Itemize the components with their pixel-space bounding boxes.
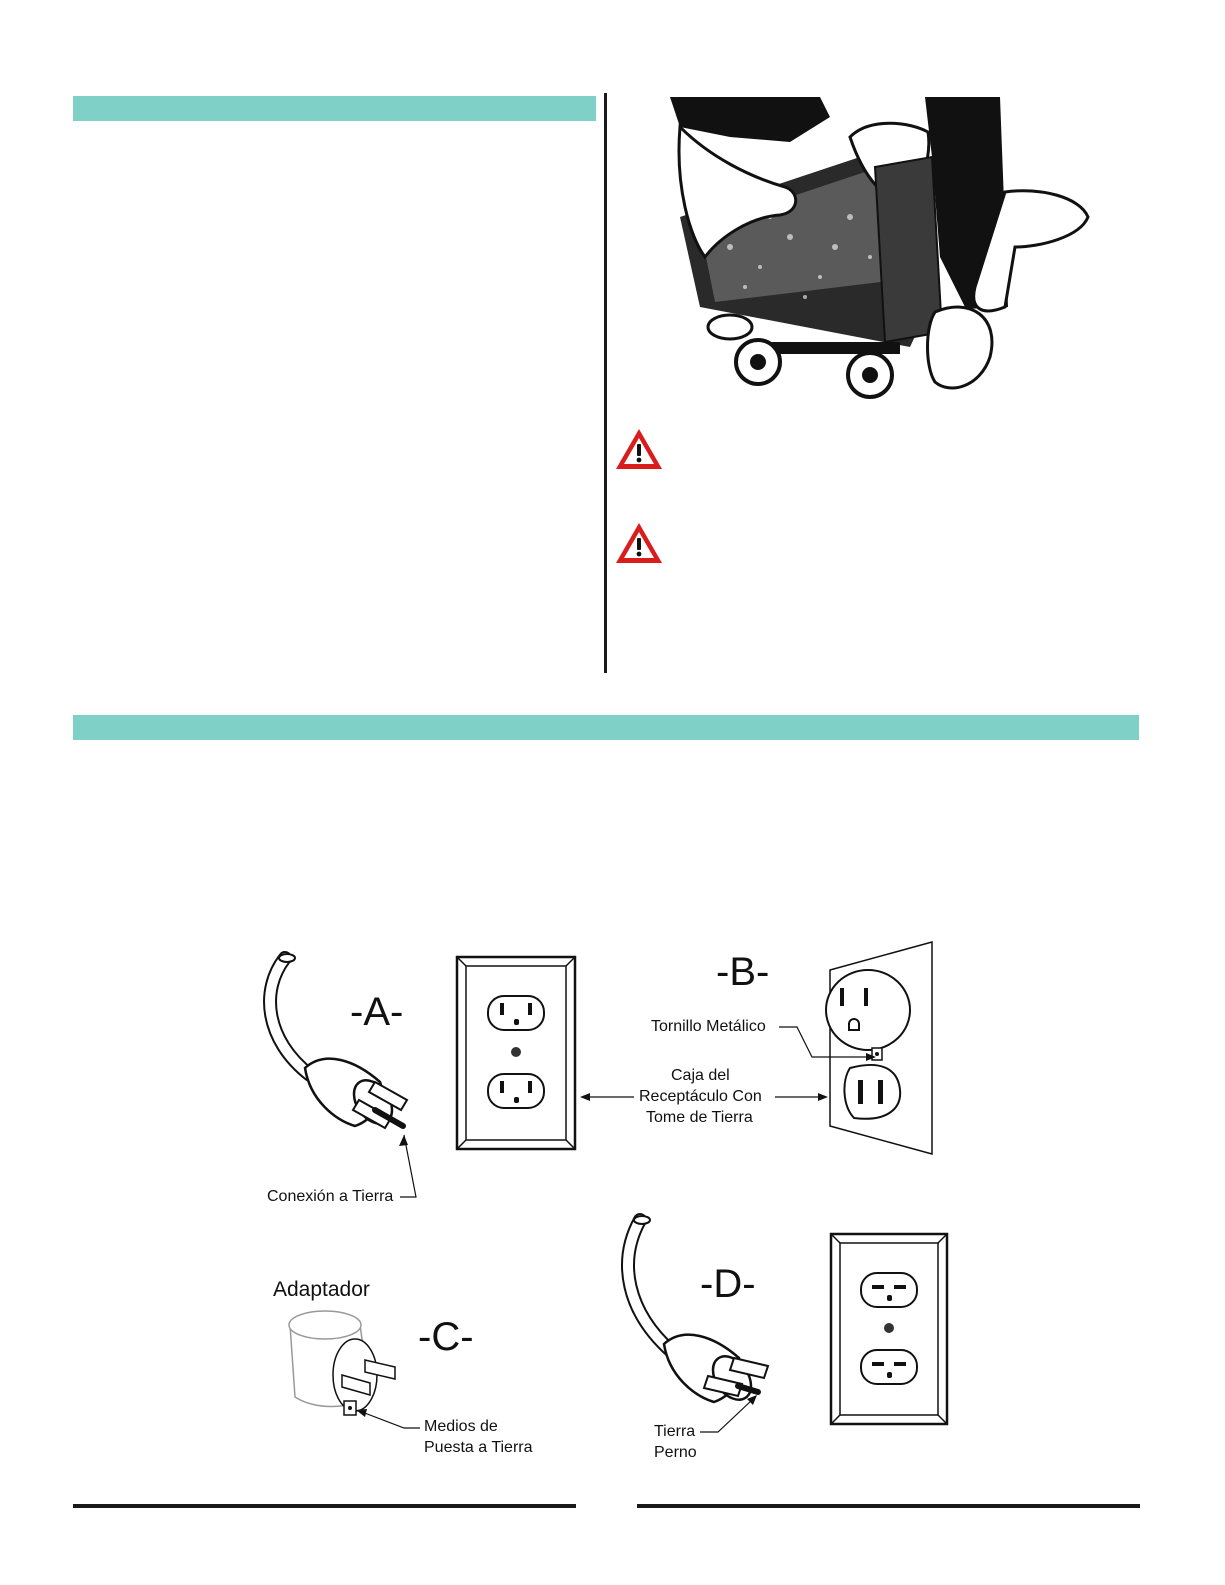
warning-triangle-icon (614, 521, 664, 565)
figure-a-outlet-plate (456, 956, 576, 1150)
figure-b-label: -B- (716, 950, 770, 994)
figure-c-callout-line1: Medios de (424, 1418, 498, 1435)
figure-d-outlet-plate (830, 1233, 948, 1425)
figure-c-adapter (270, 1305, 410, 1425)
section-header-bar-top (73, 96, 596, 121)
section-header-bar-full (73, 715, 1139, 740)
figure-b-callout-box-line2: Receptáculo Con (639, 1088, 762, 1105)
figure-d-plug (612, 1212, 782, 1412)
figure-d-label: -D- (700, 1262, 756, 1306)
lifting-illustration (670, 97, 1090, 399)
figure-c-title: Adaptador (273, 1278, 370, 1301)
figure-c-callout-line2: Puesta a Tierra (424, 1439, 533, 1456)
figure-d-callout-line1: Tierra (654, 1423, 696, 1440)
lifting-illustration-svg (670, 97, 1090, 399)
footer-rule-left (73, 1504, 576, 1508)
figure-b-callout-box-line3: Tome de Tierra (646, 1109, 753, 1126)
figure-b-callout-box-line1: Caja del (671, 1067, 730, 1084)
figure-a-callout: Conexión a Tierra (267, 1188, 394, 1205)
column-divider (604, 93, 607, 673)
figure-b-wall-outlet (820, 940, 935, 1156)
figure-a-plug (255, 950, 425, 1140)
footer-rule-right (637, 1504, 1140, 1508)
warning-triangle-icon (614, 427, 664, 471)
figure-c-label: -C- (418, 1315, 474, 1359)
figure-a-label: -A- (350, 990, 404, 1034)
figure-d-callout-line2: Perno (654, 1444, 697, 1461)
figure-b-callout-screw: Tornillo Metálico (651, 1018, 766, 1035)
